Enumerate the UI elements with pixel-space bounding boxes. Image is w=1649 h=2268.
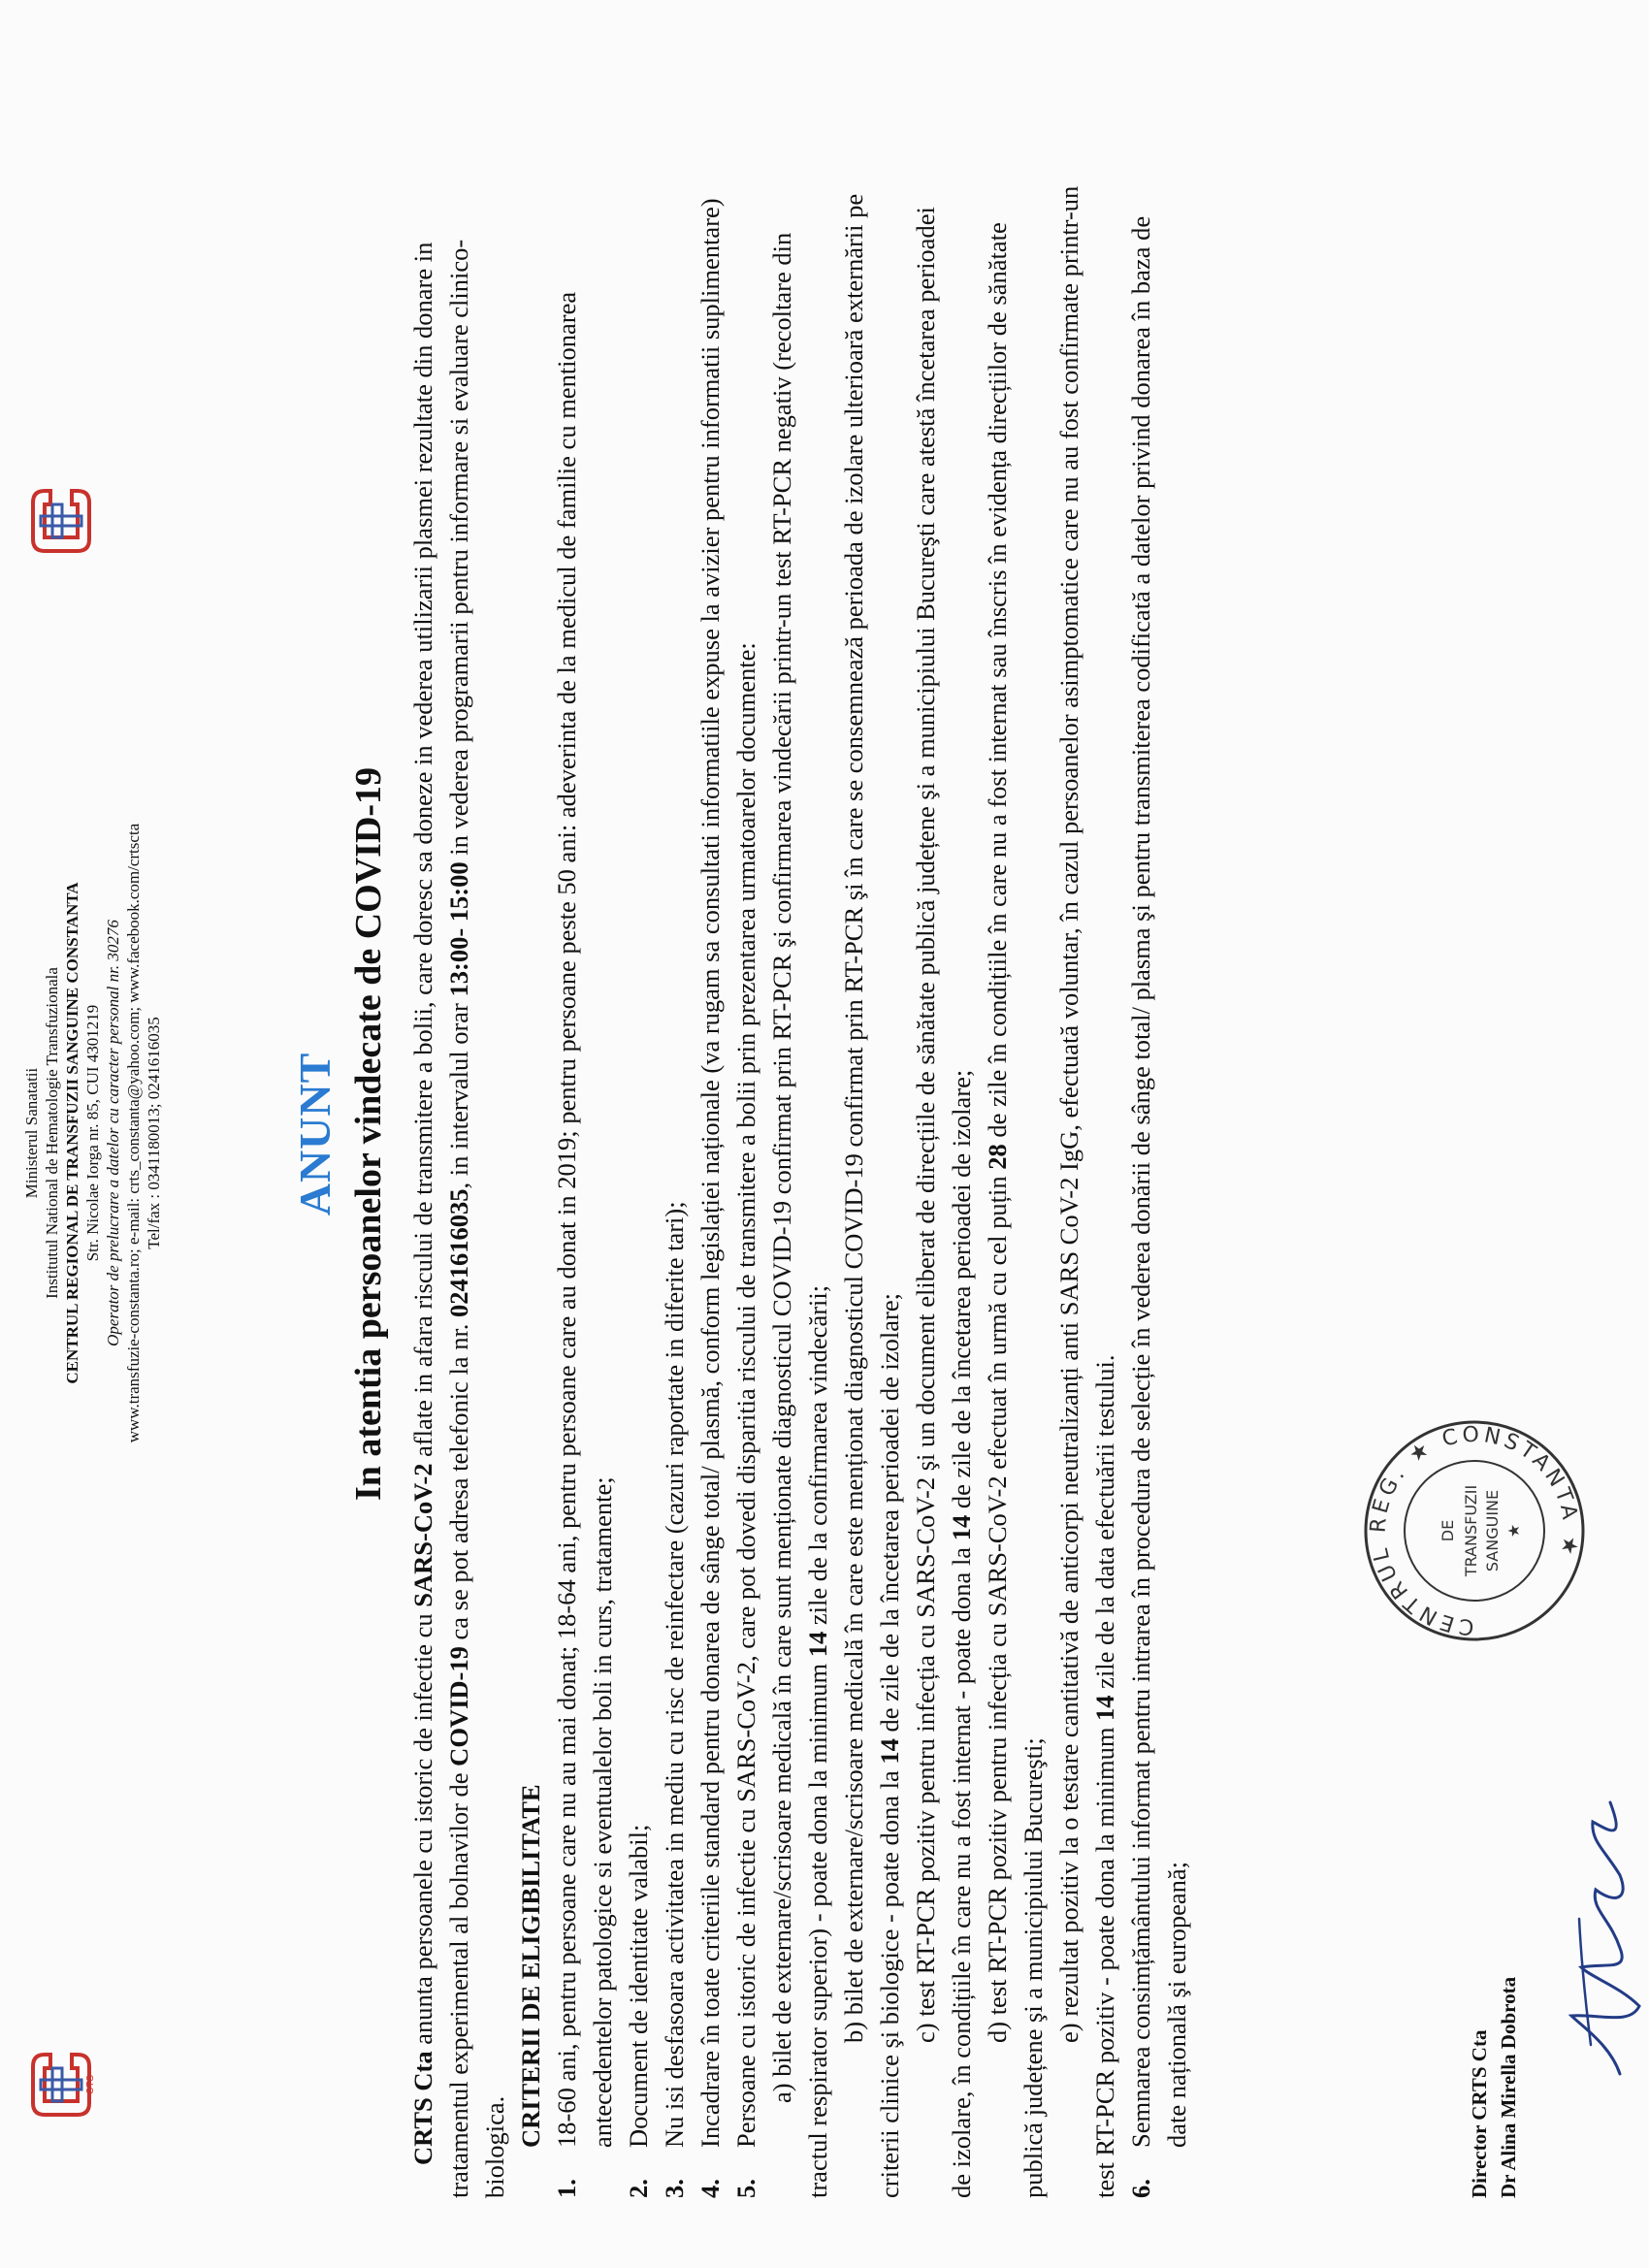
criteria-item: 2. Document de identitate valabil; [624,1824,653,2198]
sub-item-e: e) rezultat pozitiv la o testare cantitativă de anticorpi neutralizanți anti SARS CoV-2 IgG, efectuată voluntar, în cazul persoanelor asimptomatice care nu au fost confirmate printr-un test RT-PCR pozitiv - poate dona la minimum 14 zile de la data efectuării testului. [1054,185,1119,2198]
criteria-item: 3. Nu isi desfasoara activitatea in mediu cu risc de reinfectare (cazuri raportate in diferite tari); [660,1201,689,2198]
operator-line: Operator de prelucrare a datelor cu caracter personal nr. 30276 [104,920,122,1346]
signature-block [1465,1977,1523,2198]
center-name: CENTRUL REGIONAL DE TRANSFUZII SANGUINE CONSTANTA [63,882,81,1384]
official-stamp [1358,1414,1591,1647]
office-hours: 13:00- 15:00 [444,861,473,997]
announcement-body [405,180,1195,2198]
contact-phone-line: Tel/fax : 0341180013; 0241616035 [145,1017,163,1249]
org-name: CRTS Cta [408,2051,437,2165]
sub-item-d: d) test RT-PCR pozitiv pentru infecția cu SARS-CoV-2 efectuat în urmă cu cel puțin 28 de zile în condițiile în care nu a fost internat sau înscris în evidența direcțiilor de sănătate publică județene şi a municipiului Bucureşti; [983,222,1048,2198]
stamp-line-1: DE [1439,1519,1457,1542]
criteria-item: 1. 18-60 ani, pentru persoane care nu au mai donat; 18-64 ani, pentru persoane care au donat in 2019; pentru persoane peste 50 ani: adeverinta de la medicul de familie cu mentionarea antecedentelor patologice si eventualelor boli in curs, tratamente; [552,291,617,2198]
stamp-line-2: TRANSFUZII [1462,1484,1480,1577]
page-title: ANUNT [290,1052,340,1216]
handwritten-signature [1552,1793,1649,2084]
signer-role: Director CRTS Cta [1468,2029,1491,2198]
stamp-line-3: SANGUINE [1483,1489,1502,1572]
ministry-line: Ministerul Sanatatii [22,1067,41,1199]
institute-line: Institutul National de Hematologie Transfuzionala [43,967,61,1299]
logo-text: CTS [85,2075,95,2094]
criteria-item: 5. Persoane cu istoric de infectie cu SARS-CoV-2, care pot dovedi disparitia riscului de transmitere a bolii prin prezentarea urmatoarelor documente: [731,642,760,2198]
stamp-star: ★ [1504,1523,1523,1539]
phone-number: 0241616035 [444,1188,473,1317]
sub-item-c: c) test RT-PCR pozitiv pentru infecția cu SARS-CoV-2 şi un document eliberat de direcțiile de sănătate publică județene şi a municipiului Bucureşti care atestă încetarea perioadei de izolare, în condițiile în care nu a fost internat - poate dona la 14 de zile de la încetarea perioadei de izolare; [911,207,976,2198]
intro-paragraph: CRTS Cta anunta persoanele cu istoric de infectie cu SARS-CoV-2 aflate in afara riscului de transmitere a bolii, care doresc sa doneze in vederea utilizarii plasmei rezultate din donare in tratamentul experimental al bolnavilor de COVID-19 ca se pot adresa telefonic la nr. 0241616035, in intervalul orar 13:00- 15:00 in vederea programarii pentru informare si evaluare clinico-biologica. [408,239,509,2198]
stamp-ring-text: CENTRUL REG. ★ CONSTANTA ★ [1366,1422,1583,1639]
sub-item-a: a) bilet de externare/scrisoare medicală în care sunt menționate diagnosticul COVID-19 confirmat prin RT-PCR şi confirmarea vindecării printr-un test RT-PCR negativ (recoltare din tractul respirator superior) - poate dona la minimum 14 zile de la confirmarea vindecării; [767,232,832,2198]
criteria-item: 4. Incadrare în toate criteriile standard pentru donarea de sânge total/ plasmă, conform legislației naționale (va rugam sa consultati informatiile expuse la avizier pentru informatii suplimentare) [695,198,725,2198]
letterhead [21,541,164,1725]
contact-web-line: www.transfuzie-constanta.ro; e-mail: crts_constanta@yahoo.com; www.facebook.com/crtscta [124,823,143,1443]
sub-item-b: b) bilet de externare/scrisoare medicală în care este menționat diagnosticul COVID-19 confirmat prin RT-PCR şi în care se consemnează perioada de izolare ulterioară externării pe criterii clinice şi biologice - poate dona la 14 de zile de la încetarea perioadei de izolare; [839,193,904,2198]
page-subtitle: In atentia persoanelor vindecate de COVID-19 [348,766,389,1502]
address-line: Str. Nicolae Iorga nr. 85, CUI 4301219 [83,1004,102,1262]
criteria-item: 6. Semnarea consimțământului informat pentru intrarea în procedura de selecție în vederea donării de sânge total/ plasma şi pentru transmiterea codificată a datelor privind donarea în baza de date națională şi europeană; [1126,215,1191,2198]
criteria-heading: CRITERII DE ELIGIBILITATE [516,1784,545,2148]
cts-logo-left [27,2047,95,2122]
signer-name: Dr Alina Mirella Dobrota [1497,1976,1520,2198]
